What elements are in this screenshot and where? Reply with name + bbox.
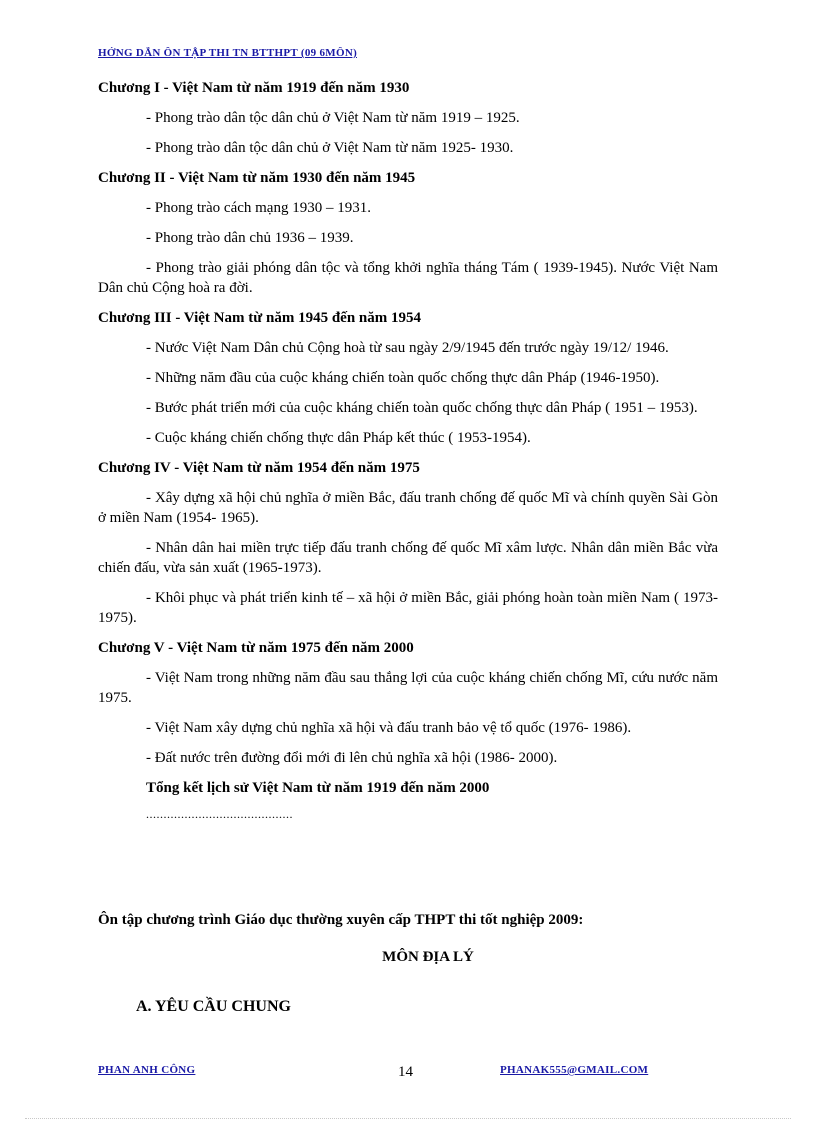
footer-email: PHANAK555@GMAIL.COM	[500, 1064, 649, 1076]
page-content	[98, 78, 718, 822]
chapter-item: - Nước Việt Nam Dân chủ Cộng hoà từ sau ngày 2/9/1945 đến trước ngày 19/12/ 1946.	[146, 340, 669, 356]
chapter-item: - Phong trào dân tộc dân chủ ở Việt Nam từ năm 1925- 1930.	[146, 140, 514, 156]
chapter-item: - Phong trào dân tộc dân chủ ở Việt Nam từ năm 1919 – 1925.	[146, 110, 520, 126]
page-number: 14	[398, 1064, 413, 1080]
section-intro: Ôn tập chương trình Giáo dục thường xuyên cấp THPT thi tốt nghiệp 2009:	[98, 912, 584, 928]
chapter-title: Chương II - Việt Nam từ năm 1930 đến năm 1945	[98, 170, 416, 186]
chapter-item: - Phong trào cách mạng 1930 – 1931.	[146, 200, 371, 216]
chapter-item: - Phong trào dân chủ 1936 – 1939.	[146, 230, 354, 246]
chapter-title: Chương III - Việt Nam từ năm 1945 đến năm 1954	[98, 310, 421, 326]
dotted-leader: ..........................................	[146, 807, 293, 821]
chapter-item: - Nhân dân hai miền trực tiếp đấu tranh chống đế quốc Mĩ xâm lược. Nhân dân miền Bắc vừa chiến đấu, vừa sản xuất (1965-1973).	[98, 540, 718, 576]
footer-author: PHAN ANH CÔNG	[98, 1064, 196, 1076]
chapter-title: Chương V - Việt Nam từ năm 1975 đến năm 2000	[98, 640, 414, 656]
chapter-title: Chương IV - Việt Nam từ năm 1954 đến năm 1975	[98, 460, 420, 476]
chapter-item: - Bước phát triển mới của cuộc kháng chiến toàn quốc chống thực dân Pháp ( 1951 – 1953).	[146, 400, 698, 416]
chapter-item: - Xây dựng xã hội chủ nghĩa ở miền Bắc, đấu tranh chống đế quốc Mĩ và chính quyền Sài Gòn ở miền Nam (1954- 1965).	[98, 490, 718, 526]
section-heading-a: A. YÊU CẦU CHUNG	[136, 998, 291, 1015]
chapter-item: - Đất nước trên đường đổi mới đi lên chủ nghĩa xã hội (1986- 2000).	[146, 750, 558, 766]
chapter-item: - Cuộc kháng chiến chống thực dân Pháp kết thúc ( 1953-1954).	[146, 430, 531, 446]
chapter-item: - Việt Nam trong những năm đầu sau thắng lợi của cuộc kháng chiến chống Mĩ, cứu nước năm 1975.	[98, 670, 718, 706]
page-header: HỚNG DẪN ÔN TẬP THI TN BTTHPT (09 6MÔN)	[98, 47, 358, 59]
chapter-item: - Việt Nam xây dựng chủ nghĩa xã hội và đấu tranh bảo vệ tổ quốc (1976- 1986).	[146, 720, 632, 736]
chapter-item: - Phong trào giải phóng dân tộc và tổng khởi nghĩa tháng Tám ( 1939-1945). Nước Việt Nam Dân chủ Cộng hoà ra đời.	[98, 260, 718, 296]
chapter-item: - Những năm đầu của cuộc kháng chiến toàn quốc chống thực dân Pháp (1946-1950).	[146, 370, 660, 386]
chapter-title: Chương I - Việt Nam từ năm 1919 đến năm 1930	[98, 80, 410, 96]
summary-heading: Tổng kết lịch sử Việt Nam từ năm 1919 đến năm 2000	[146, 780, 490, 796]
page-edge-divider	[25, 1118, 791, 1119]
subject-title: MÔN ĐỊA LÝ	[382, 949, 474, 965]
chapter-item: - Khôi phục và phát triển kinh tế – xã hội ở miền Bắc, giải phóng hoàn toàn miền Nam ( 1973- 1975).	[98, 590, 718, 626]
